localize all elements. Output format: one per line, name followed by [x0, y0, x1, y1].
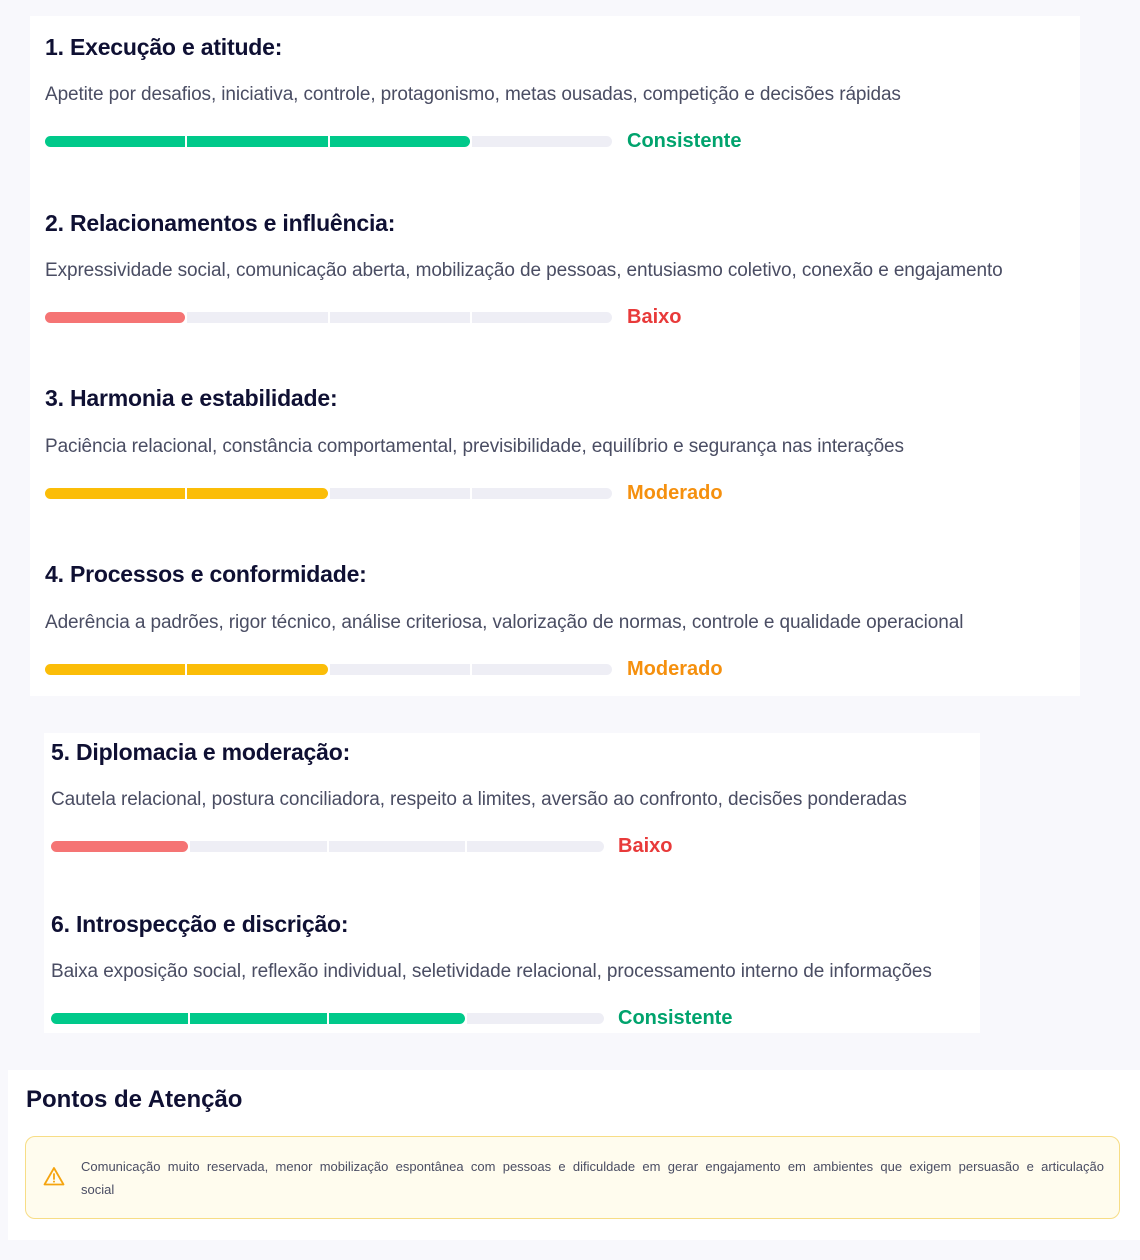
attention-text: Comunicação muito reservada, menor mobilização espontânea com pessoas e dificuldade em gerar engajamento em ambientes que exigem persuasão e articulação social	[81, 1159, 1104, 1197]
trait-level-label: Baixo	[627, 306, 682, 328]
trait-level-bar	[51, 841, 604, 852]
bar-segment-filled	[45, 664, 185, 675]
trait-title: 5. Diplomacia e moderação:	[51, 739, 351, 765]
trait-title: 4. Processos e conformidade:	[45, 561, 367, 587]
trait-level-bar	[45, 664, 612, 675]
bar-segment-filled	[330, 136, 470, 147]
bar-segment-filled	[51, 1013, 188, 1024]
bar-segment-empty	[330, 488, 470, 499]
trait-level-label: Consistente	[627, 130, 742, 152]
bar-segment-empty	[467, 1013, 604, 1024]
trait-description: Paciência relacional, constância comportamental, previsibilidade, equilíbrio e segurança nas interações	[45, 436, 904, 457]
trait-description: Cautela relacional, postura conciliadora, respeito a limites, aversão ao confronto, decisões ponderadas	[51, 789, 907, 810]
bar-segment-empty	[467, 841, 604, 852]
warning-triangle-icon	[43, 1166, 65, 1186]
trait-description: Aderência a padrões, rigor técnico, análise criteriosa, valorização de normas, controle e qualidade operacional	[45, 612, 964, 633]
trait-level-label: Moderado	[627, 482, 723, 504]
trait-level-label: Moderado	[627, 658, 723, 680]
attention-title: Pontos de Atenção	[26, 1086, 243, 1113]
attention-section	[8, 1070, 1140, 1240]
bar-segment-empty	[472, 664, 612, 675]
bar-segment-filled	[190, 1013, 327, 1024]
bar-segment-empty	[330, 312, 470, 323]
trait-level-bar	[45, 488, 612, 499]
trait-level-bar	[51, 1013, 604, 1024]
trait-description: Apetite por desafios, iniciativa, controle, protagonismo, metas ousadas, competição e decisões rápidas	[45, 84, 901, 105]
traits-card-primary	[30, 16, 1080, 696]
trait-level-bar	[45, 312, 612, 323]
trait-description: Expressividade social, comunicação aberta, mobilização de pessoas, entusiasmo coletivo, conexão e engajamento	[45, 260, 1003, 281]
trait-description: Baixa exposição social, reflexão individual, seletividade relacional, processamento interno de informações	[51, 961, 932, 982]
bar-segment-filled	[45, 312, 185, 323]
bar-segment-empty	[472, 488, 612, 499]
bar-segment-empty	[190, 841, 327, 852]
attention-alert	[25, 1136, 1120, 1219]
bar-segment-empty	[472, 312, 612, 323]
bar-segment-empty	[187, 312, 327, 323]
bar-segment-filled	[45, 488, 185, 499]
traits-card-secondary	[44, 733, 980, 1033]
trait-level-label: Baixo	[618, 835, 673, 857]
bar-segment-filled	[51, 841, 188, 852]
bar-segment-empty	[329, 841, 466, 852]
bar-segment-filled	[329, 1013, 466, 1024]
trait-level-label: Consistente	[618, 1007, 733, 1029]
bar-segment-filled	[187, 488, 327, 499]
trait-level-bar	[45, 136, 612, 147]
bar-segment-filled	[187, 136, 327, 147]
trait-title: 2. Relacionamentos e influência:	[45, 210, 396, 236]
trait-title: 3. Harmonia e estabilidade:	[45, 385, 338, 411]
trait-title: 1. Execução e atitude:	[45, 34, 283, 60]
bar-segment-empty	[472, 136, 612, 147]
bar-segment-filled	[187, 664, 327, 675]
bar-segment-empty	[330, 664, 470, 675]
trait-title: 6. Introspecção e discrição:	[51, 911, 349, 937]
bar-segment-filled	[45, 136, 185, 147]
